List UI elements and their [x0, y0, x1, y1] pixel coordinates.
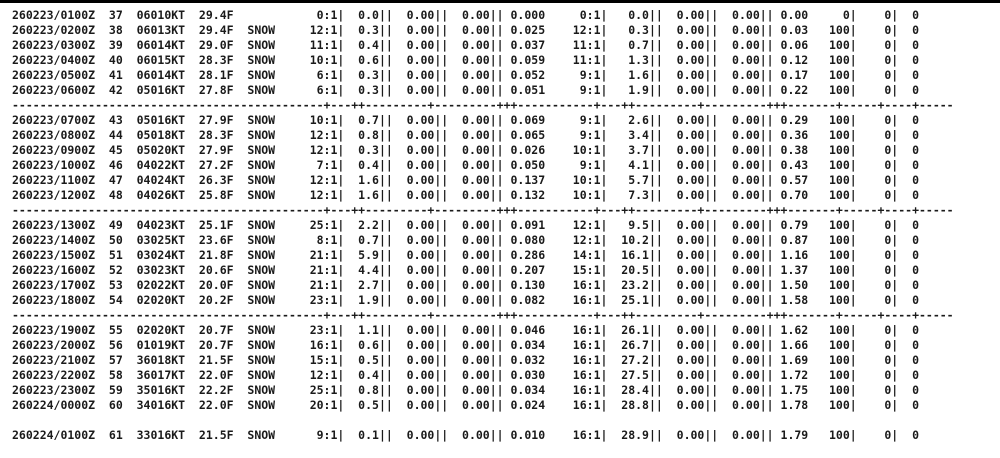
- forecast-row: 260224/0000Z 60 34016KT 22.0F SNOW 20:1| 0.5|| 0.00|| 0.00|| 0.024 16:1| 28.8|| 0.00|| 0.00|| 1.78 100| 0| 0: [12, 398, 919, 412]
- forecast-row: 260223/0100Z 37 06010KT 29.4F 0:1| 0.0|| 0.00|| 0.00|| 0.000 0:1| 0.0|| 0.00|| 0.00|| 0.00 0| 0| 0: [12, 8, 919, 22]
- forecast-row: 260223/0300Z 39 06014KT 29.0F SNOW 11:1| 0.4|| 0.00|| 0.00|| 0.037 11:1| 0.7|| 0.00|| 0.00|| 0.06 100| 0| 0: [12, 38, 919, 52]
- forecast-row: 260223/2300Z 59 35016KT 22.2F SNOW 25:1| 0.8|| 0.00|| 0.00|| 0.034 16:1| 28.4|| 0.00|| 0.00|| 1.75 100| 0| 0: [12, 383, 919, 397]
- forecast-row: 260223/0200Z 38 06013KT 29.4F SNOW 12:1| 0.3|| 0.00|| 0.00|| 0.025 12:1| 0.3|| 0.00|| 0.00|| 0.03 100| 0| 0: [12, 23, 919, 37]
- separator-line: ---------------------------------------------+---++---------+---------+++-----------+---++---------+---------+++-------+-----+----+-----: [12, 308, 954, 322]
- forecast-row: 260223/0600Z 42 05016KT 27.8F SNOW 6:1| 0.3|| 0.00|| 0.00|| 0.051 9:1| 1.9|| 0.00|| 0.00|| 0.22 100| 0| 0: [12, 83, 919, 97]
- top-border: [0, 0, 1000, 3]
- forecast-row: 260223/1400Z 50 03025KT 23.6F SNOW 8:1| 0.7|| 0.00|| 0.00|| 0.080 12:1| 10.2|| 0.00|| 0.00|| 0.87 100| 0| 0: [12, 233, 919, 247]
- forecast-row: 260223/1700Z 53 02022KT 20.0F SNOW 21:1| 2.7|| 0.00|| 0.00|| 0.130 16:1| 23.2|| 0.00|| 0.00|| 1.50 100| 0| 0: [12, 278, 919, 292]
- forecast-row: 260223/2100Z 57 36018KT 21.5F SNOW 15:1| 0.5|| 0.00|| 0.00|| 0.032 16:1| 27.2|| 0.00|| 0.00|| 1.69 100| 0| 0: [12, 353, 919, 367]
- forecast-row: 260223/2000Z 56 01019KT 20.7F SNOW 16:1| 0.6|| 0.00|| 0.00|| 0.034 16:1| 26.7|| 0.00|| 0.00|| 1.66 100| 0| 0: [12, 338, 919, 352]
- forecast-row: 260223/1100Z 47 04024KT 26.3F SNOW 12:1| 1.6|| 0.00|| 0.00|| 0.137 10:1| 5.7|| 0.00|| 0.00|| 0.57 100| 0| 0: [12, 173, 919, 187]
- forecast-row: 260223/0900Z 45 05020KT 27.9F SNOW 12:1| 0.3|| 0.00|| 0.00|| 0.026 10:1| 3.7|| 0.00|| 0.00|| 0.38 100| 0| 0: [12, 143, 919, 157]
- forecast-row: 260223/1800Z 54 02020KT 20.2F SNOW 23:1| 1.9|| 0.00|| 0.00|| 0.082 16:1| 25.1|| 0.00|| 0.00|| 1.58 100| 0| 0: [12, 293, 919, 307]
- forecast-row: 260223/1000Z 46 04022KT 27.2F SNOW 7:1| 0.4|| 0.00|| 0.00|| 0.050 9:1| 4.1|| 0.00|| 0.00|| 0.43 100| 0| 0: [12, 158, 919, 172]
- forecast-row: 260223/2200Z 58 36017KT 22.0F SNOW 12:1| 0.4|| 0.00|| 0.00|| 0.030 16:1| 27.5|| 0.00|| 0.00|| 1.72 100| 0| 0: [12, 368, 919, 382]
- forecast-row: 260223/0500Z 41 06014KT 28.1F SNOW 6:1| 0.3|| 0.00|| 0.00|| 0.052 9:1| 1.6|| 0.00|| 0.00|| 0.17 100| 0| 0: [12, 68, 919, 82]
- separator-line: ---------------------------------------------+---++---------+---------+++-----------+---++---------+---------+++-------+-----+----+-----: [12, 203, 954, 217]
- forecast-row: 260223/1200Z 48 04026KT 25.8F SNOW 12:1| 1.6|| 0.00|| 0.00|| 0.132 10:1| 7.3|| 0.00|| 0.00|| 0.70 100| 0| 0: [12, 188, 919, 202]
- forecast-row: 260223/0400Z 40 06015KT 28.3F SNOW 10:1| 0.6|| 0.00|| 0.00|| 0.059 11:1| 1.3|| 0.00|| 0.00|| 0.12 100| 0| 0: [12, 53, 919, 67]
- forecast-row: 260223/0700Z 43 05016KT 27.9F SNOW 10:1| 0.7|| 0.00|| 0.00|| 0.069 9:1| 2.6|| 0.00|| 0.00|| 0.29 100| 0| 0: [12, 113, 919, 127]
- forecast-row: 260223/1500Z 51 03024KT 21.8F SNOW 21:1| 5.9|| 0.00|| 0.00|| 0.286 14:1| 16.1|| 0.00|| 0.00|| 1.16 100| 0| 0: [12, 248, 919, 262]
- blank-line: [12, 413, 954, 428]
- forecast-row: 260223/0800Z 44 05018KT 28.3F SNOW 12:1| 0.8|| 0.00|| 0.00|| 0.065 9:1| 3.4|| 0.00|| 0.00|| 0.36 100| 0| 0: [12, 128, 919, 142]
- forecast-row: 260224/0100Z 61 33016KT 21.5F SNOW 9:1| 0.1|| 0.00|| 0.00|| 0.010 16:1| 28.9|| 0.00|| 0.00|| 1.79 100| 0| 0: [12, 428, 919, 442]
- separator-line: ---------------------------------------------+---++---------+---------+++-----------+---++---------+---------+++-------+-----+----+-----: [12, 98, 954, 112]
- forecast-row: 260223/1900Z 55 02020KT 20.7F SNOW 23:1| 1.1|| 0.00|| 0.00|| 0.046 16:1| 26.1|| 0.00|| 0.00|| 1.62 100| 0| 0: [12, 323, 919, 337]
- forecast-row: 260223/1600Z 52 03023KT 20.6F SNOW 21:1| 4.4|| 0.00|| 0.00|| 0.207 15:1| 20.5|| 0.00|| 0.00|| 1.37 100| 0| 0: [12, 263, 919, 277]
- forecast-row: 260223/1300Z 49 04023KT 25.1F SNOW 25:1| 2.2|| 0.00|| 0.00|| 0.091 12:1| 9.5|| 0.00|| 0.00|| 0.79 100| 0| 0: [12, 218, 919, 232]
- forecast-text-table: [12, 8, 954, 443]
